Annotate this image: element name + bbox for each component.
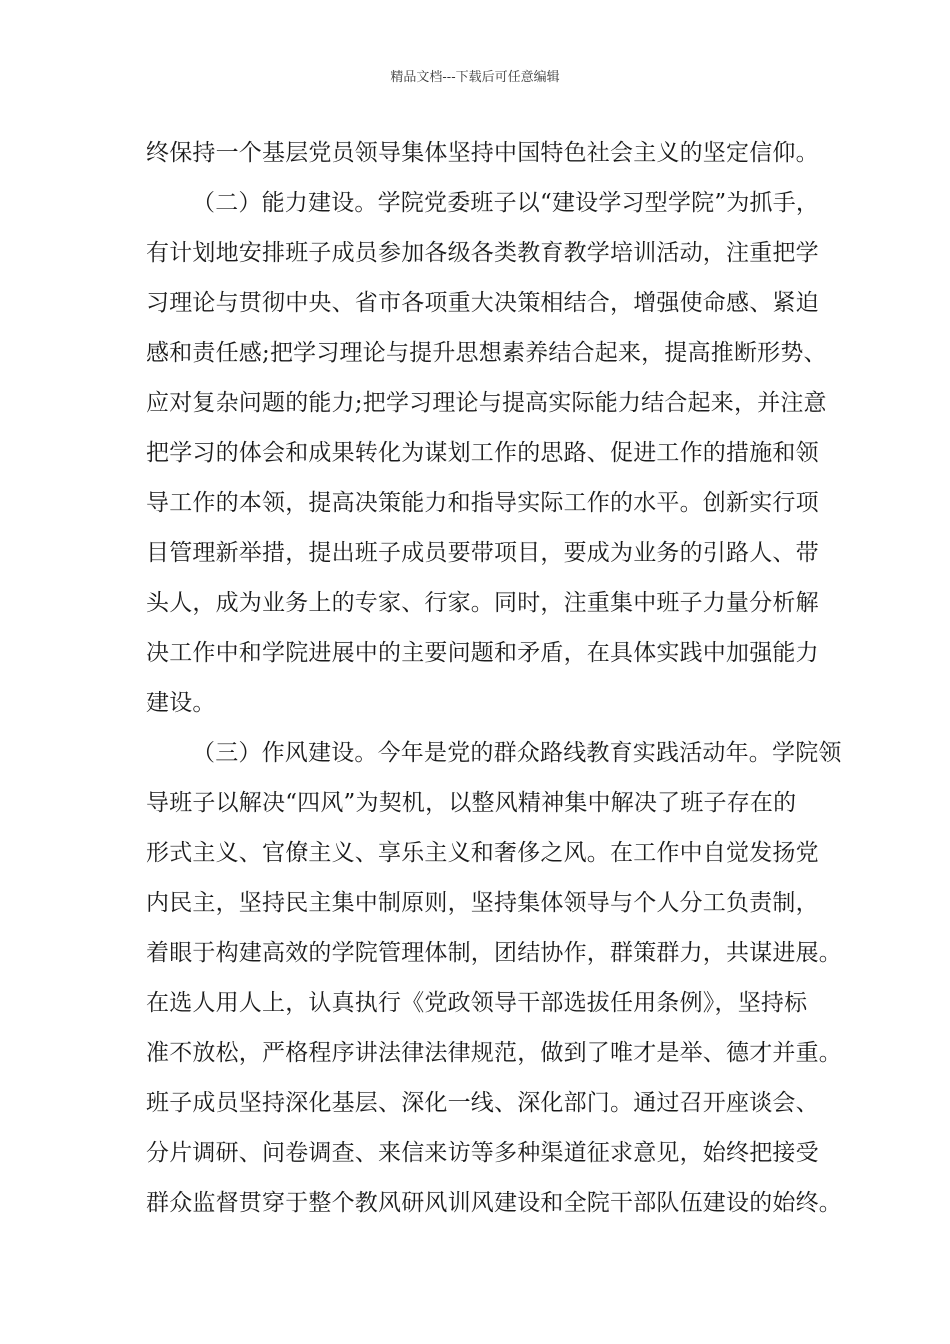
text-line: 在选人用人上，认真执行《党政领导干部选拔任用条例》，坚持标 (146, 990, 808, 1016)
text-line: 形式主义、官僚主义、享乐主义和奢侈之风。在工作中自觉发扬党 (146, 840, 819, 866)
text-line: 感和责任感;把学习理论与提升思想素养结合起来，提高推断形势、 (146, 340, 827, 366)
paragraph-start-line: （三）作风建设。今年是党的群众路线教育实践活动年。学院领 (192, 740, 842, 766)
document-body (146, 128, 842, 1228)
text-line: 班子成员坚持深化基层、深化一线、深化部门。通过召开座谈会、 (146, 1090, 819, 1116)
text-line: 终保持一个基层党员领导集体坚持中国特色社会主义的坚定信仰。 (146, 140, 819, 166)
text-line: 目管理新举措，提出班子成员要带项目，要成为业务的引路人、带 (146, 540, 819, 566)
text-line: 决工作中和学院进展中的主要问题和矛盾，在具体实践中加强能力 (146, 640, 819, 666)
text-line: 分片调研、问卷调查、来信来访等多种渠道征求意见，始终把接受 (146, 1140, 819, 1166)
text-line: 群众监督贯穿于整个教风研风训风建设和全院干部队伍建设的始终。 (146, 1190, 842, 1216)
text-line: 习理论与贯彻中央、省市各项重大决策相结合，增强使命感、紧迫 (146, 290, 819, 316)
text-line: 准不放松，严格程序讲法律法律规范，做到了唯才是举、德才并重。 (146, 1040, 842, 1066)
text-line: 内民主，坚持民主集中制原则，坚持集体领导与个人分工负责制， (146, 890, 819, 916)
text-line: 着眼于构建高效的学院管理体制，团结协作，群策群力，共谋进展。 (146, 940, 842, 966)
page-header: 精品文档---下载后可任意编辑 (390, 70, 560, 85)
text-line: 头人，成为业务上的专家、行家。同时，注重集中班子力量分析解 (146, 590, 819, 616)
text-line: 把学习的体会和成果转化为谋划工作的思路、促进工作的措施和领 (146, 440, 819, 466)
paragraph-start-line: （二）能力建设。学院党委班子以“建设学习型学院”为抓手， (192, 190, 820, 216)
text-line: 有计划地安排班子成员参加各级各类教育教学培训活动，注重把学 (146, 240, 819, 266)
text-line: 导工作的本领，提高决策能力和指导实际工作的水平。创新实行项 (146, 490, 819, 516)
text-line: 应对复杂问题的能力;把学习理论与提高实际能力结合起来，并注意 (146, 390, 827, 416)
text-line: 建设。 (146, 690, 216, 716)
text-line: 导班子以解决“四风”为契机，以整风精神集中解决了班子存在的 (146, 790, 797, 816)
